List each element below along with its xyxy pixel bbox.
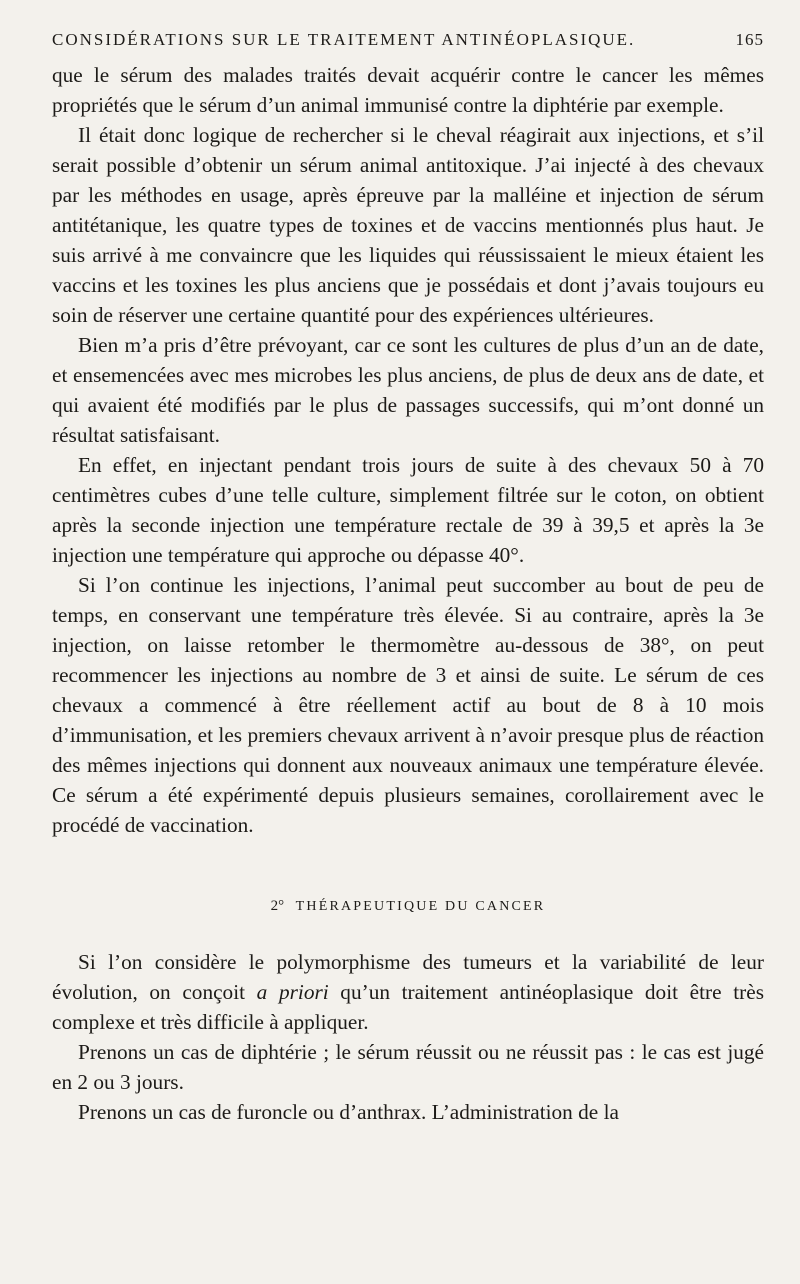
paragraph-6-end: qu’un traitement antinéoplasique doit être très complexe et très difficile à appliquer. [52,980,764,1034]
paragraph-2: Il était donc logique de rechercher si le cheval réagirait aux injections, et s’il serait possible d’obtenir un sérum animal antitoxique. J’ai injecté à des chevaux par les méthodes en usage, après épreuve par la malléine et injection de sérum antitétanique, les quatre types de toxines et de vaccins mentionnés plus haut. Je suis arrivé à me convaincre que les liquides qui réussissaient le mieux étaient les vaccins et les toxines les plus anciens que je possédais et dont j’avais toujours eu soin de réserver une certaine quantité pour des expériences ultérieures. [52,123,764,327]
section-heading [52,896,764,917]
running-head [52,28,764,52]
section-number: 2° [270,898,285,914]
paragraph-4: En effet, en injectant pendant trois jours de suite à des chevaux 50 à 70 centimètres cubes d’une telle culture, simplement filtrée sur le coton, on obtient après la seconde injection une température rectale de 39 à 39,5 et après la 3e injection une température qui approche ou dépasse 40°. [52,453,764,567]
paragraph-1: que le sérum des malades traités devait acquérir contre le cancer les mêmes propriétés que le sérum d’un animal immunisé contre la diphtérie par exemple. [52,63,764,117]
paragraph-7: Prenons un cas de diphtérie ; le sérum réussit ou ne réussit pas : le cas est jugé en 2 ou 3 jours. [52,1040,764,1094]
paragraph-6-start: Si l’on considère le polymorphisme des tumeurs et la variabilité de leur évolution, on conçoit [52,950,764,1004]
paragraph-8: Prenons un cas de furoncle ou d’anthrax. L’administration de la [78,1100,619,1124]
paragraph-6 [52,947,764,1037]
page-number: 165 [735,30,764,49]
running-title: CONSIDÉRATIONS SUR LE TRAITEMENT ANTINÉOPLASIQUE. [52,30,636,49]
paragraph-3: Bien m’a pris d’être prévoyant, car ce sont les cultures de plus d’un an de date, et ensemencées avec mes microbes les plus anciens, de plus de deux ans de date, et qui avaient été modifiés par le plus de passages successifs, qui m’ont donné un résultat satisfaisant. [52,333,764,447]
body-text [52,60,764,1127]
emphasis-a-priori: a priori [256,980,329,1004]
paragraph-5: Si l’on continue les injections, l’animal peut succomber au bout de peu de temps, en conservant une température très élevée. Si au contraire, après la 3e injection, on laisse retomber le thermomètre au-dessous de 38°, on peut recommencer les injections au nombre de 3 et ainsi de suite. Le sérum de ces chevaux a commencé à être réellement actif au bout de 8 à 10 mois d’immunisation, et les premiers chevaux arrivent à n’avoir presque plus de réaction des mêmes injections qui donnent aux nouveaux animaux une température élevée. Ce sérum a été expérimenté depuis plusieurs semaines, corollairement avec le procédé de vaccination. [52,573,764,837]
section-title: THÉRAPEUTIQUE DU CANCER [295,899,546,914]
